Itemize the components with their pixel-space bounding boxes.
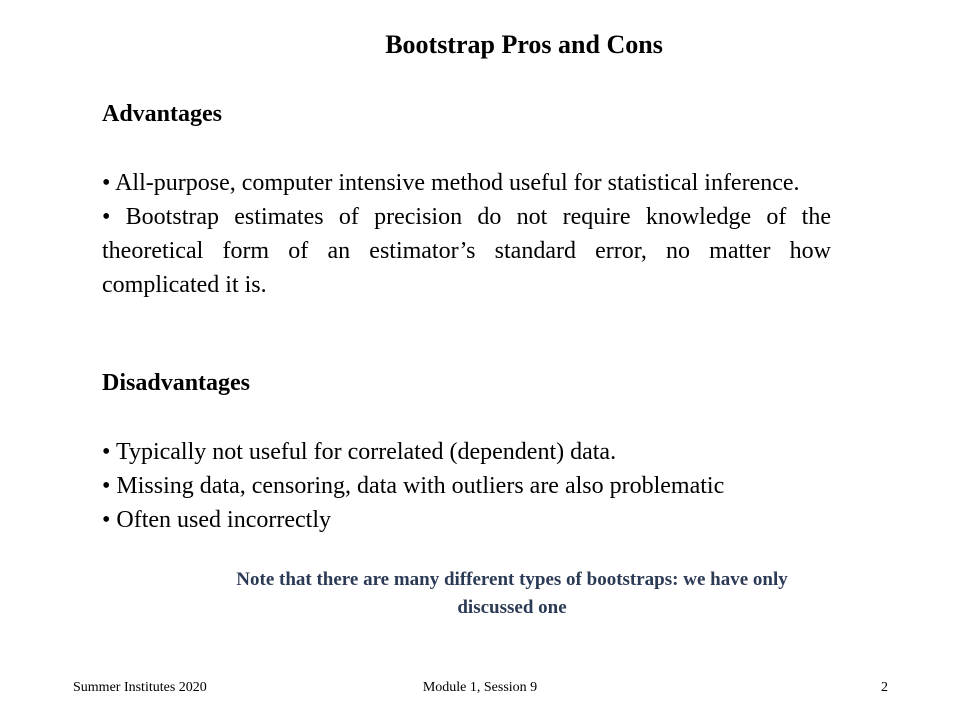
advantages-item: • Bootstrap estimates of precision do not require knowledge of the theoretical form of an estimator’s standard error, no matter how complicated it is. <box>102 204 831 298</box>
advantages-heading: Advantages <box>102 101 223 127</box>
slide-title: Bootstrap Pros and Cons <box>385 30 663 59</box>
advantages-item: • All-purpose, computer intensive method useful for statistical inference. <box>102 170 800 196</box>
advantages-list <box>102 166 831 302</box>
bootstrap-types-note: Note that there are many different types of bootstraps: we have only discussed one <box>236 569 788 618</box>
disadvantages-item: • Often used incorrectly <box>102 507 331 533</box>
footer-module-session: Module 1, Session 9 <box>422 680 538 695</box>
disadvantages-list <box>102 435 831 537</box>
footer-page-number: 2 <box>881 680 888 695</box>
disadvantages-item: • Typically not useful for correlated (dependent) data. <box>102 439 617 465</box>
footer-institute: Summer Institutes 2020 <box>73 680 207 695</box>
disadvantages-heading: Disadvantages <box>102 370 251 396</box>
disadvantages-item: • Missing data, censoring, data with outliers are also problematic <box>102 473 725 499</box>
